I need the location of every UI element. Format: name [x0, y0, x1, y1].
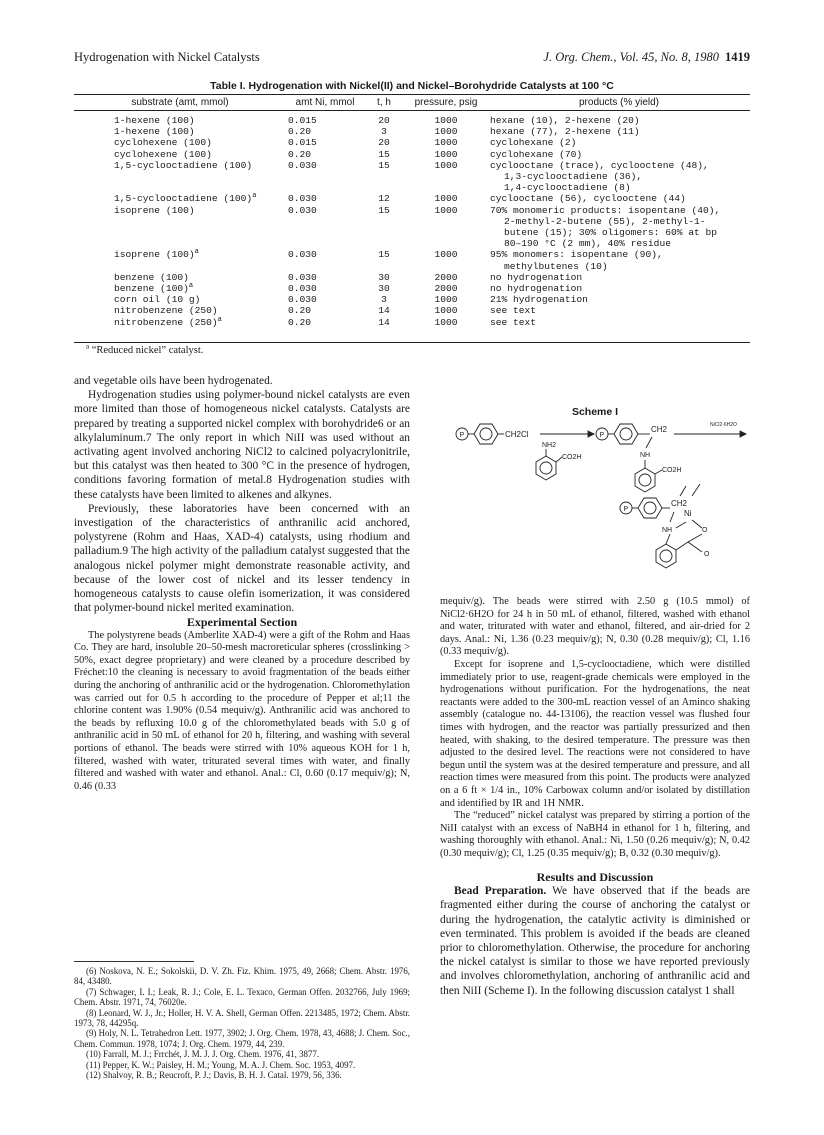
reference-item: (11) Pepper, K. W.; Paisley, H. M.; Young, M. A. J. Chem. Soc. 1953, 4097.: [86, 1059, 356, 1070]
svg-text:P: P: [623, 506, 629, 513]
cell-substrate: isoprene (100): [114, 204, 195, 216]
cell-pressure: 1000: [434, 316, 458, 328]
cell-pressure: 1000: [434, 204, 458, 216]
carboxyl-label: CO2H: [562, 454, 582, 461]
cell-substrate: benzene $(100)^a$: [114, 281, 194, 295]
table-row: [74, 305, 750, 316]
cell-ni: 0.030: [288, 204, 317, 216]
cell-products: 70% monomeric products: isopentane (40), 2-methyl-2-butene (55), 2-methyl-1- butene (15); 30% oligomers: 60% at bp 80–190 °C (2 mm), 40% residue: [490, 204, 721, 250]
cell-time: 15: [378, 249, 390, 261]
references-rule: [74, 961, 194, 962]
left-column: [74, 374, 410, 793]
cell-pressure: 1000: [434, 115, 458, 126]
cell-ni: 0.030: [288, 249, 317, 261]
cell-products: see text: [490, 305, 537, 317]
svg-text:P: P: [599, 432, 605, 439]
cell-pressure: 1000: [434, 249, 458, 261]
anthranilic-ring: [536, 456, 556, 480]
journal-citation: J. Org. Chem., Vol. 45, No. 8, 1980: [543, 50, 719, 64]
table-caption: Table I. Hydrogenation with Nickel(II) and Nickel–Borohydride Catalysts at 100 °C: [210, 80, 614, 92]
cell-substrate: 1,5-cyclooctadiene $(100)^a$: [114, 192, 257, 205]
methylene-label: CH2: [651, 425, 668, 434]
cell-time: 3: [381, 126, 387, 138]
cell-time: 14: [378, 305, 390, 317]
table-row: [74, 205, 750, 250]
cell-pressure: 2000: [434, 271, 458, 283]
cell-substrate: cyclohexene (100): [114, 148, 212, 160]
cell-products: hexane (10), 2-hexene (20): [490, 115, 640, 126]
header-title: Hydrogenation with Nickel Catalysts: [74, 50, 260, 64]
chloromethyl-label: CH2Cl: [505, 430, 529, 439]
table-row: [74, 193, 750, 204]
cell-ni: 0.015: [288, 137, 317, 149]
cell-products: cyclohexane (2): [490, 137, 577, 149]
paragraph: and vegetable oils have been hydrogenated.: [74, 375, 273, 387]
cell-ni: 0.20: [288, 305, 312, 317]
cell-products: see text: [490, 316, 537, 328]
cell-substrate: 1,5-cyclooctadiene (100): [114, 159, 253, 171]
cell-time: 30: [378, 283, 390, 295]
table-bottom-rule: [74, 342, 750, 343]
cell-pressure: 1000: [434, 294, 458, 306]
cell-substrate: corn oil (10 g): [114, 294, 201, 306]
reference-item: (6) Noskova, N. E.; Sokolskii, D. V. Zh. Fiz. Khim. 1975, 49, 2668; Chem. Abstr. 1976, 84, 43480.: [74, 966, 410, 987]
svg-text:NH: NH: [662, 527, 673, 534]
svg-text:O: O: [704, 551, 710, 558]
reference-item: (12) Shalvoy, R. B.; Reucroft, P. J.; Davis, B. H. J. Catal. 1979, 56, 336.: [86, 1070, 342, 1081]
table-row: [74, 249, 750, 271]
section-heading: Experimental Section: [186, 615, 298, 630]
cell-ni: 0.015: [288, 115, 317, 126]
cell-ni: 0.030: [288, 271, 317, 283]
section-heading: Results and Discussion: [536, 870, 654, 884]
table-header-row: [74, 96, 750, 111]
cell-pressure: 1000: [434, 159, 458, 171]
table-row: [74, 317, 750, 328]
table-row: [74, 272, 750, 283]
cell-time: 12: [378, 193, 390, 205]
cell-time: 20: [378, 137, 390, 149]
references: [74, 966, 410, 1080]
cell-substrate: nitrobenzene $(250)^a$: [114, 315, 222, 328]
paragraph: Bead Preparation. We have observed that if the beads are fragmented either during the course of anchoring the catalyst or during the hydrogenation, the catalytic activity is diminished or even terminated. This problem is avoided if the beads are cleaned prior to chloromethylation. Otherwise, the procedure for anchoring the nickel catalyst is similar to those we have reported previously and involves chloromethylation, anchoring of anthranilic acid and then NiII (Scheme I). In the following discussion catalyst 1 shall: [440, 885, 750, 997]
benzene-ring: [474, 424, 498, 444]
scheme-i-diagram: [440, 404, 750, 590]
cell-products: 21% hydrogenation: [490, 294, 588, 306]
cell-pressure: 2000: [434, 283, 458, 295]
table-row: [74, 149, 750, 160]
cell-products: hexane (77), 2-hexene (11): [490, 126, 640, 138]
cell-time: 3: [381, 294, 387, 306]
cell-ni: 0.030: [288, 283, 317, 295]
cell-time: 15: [378, 204, 390, 216]
cell-pressure: 1000: [434, 126, 458, 138]
page-number: 1419: [725, 50, 750, 64]
cell-substrate: nitrobenzene (250): [114, 305, 218, 317]
run-in-heading: Bead Preparation.: [454, 885, 547, 898]
polymer-label: P: [459, 432, 465, 439]
svg-text:CO2H: CO2H: [662, 467, 682, 474]
cell-ni: 0.20: [288, 126, 312, 138]
cell-substrate: benzene (100): [114, 271, 189, 283]
table-body: [74, 111, 750, 328]
svg-text:CH2: CH2: [671, 499, 688, 508]
table-footnote: $^a$ “Reduced nickel” catalyst.: [86, 342, 204, 356]
cell-pressure: 1000: [434, 148, 458, 160]
cell-time: 15: [378, 148, 390, 160]
cell-products: no hydrogenation: [490, 271, 583, 283]
header-journal-info: [543, 50, 750, 65]
amine-nh-label: NH: [640, 452, 651, 459]
cell-pressure: 1000: [434, 305, 458, 317]
col-header-pressure: pressure, psig: [404, 96, 488, 111]
cell-products: cyclooctane (56), cyclooctene (44): [490, 193, 686, 205]
paragraph: mequiv/g). The beads were stirred with 2.50 g (10.5 mmol) of NiCl2·6H2O for 24 h in 50 mL of ethanol, filtered, washed with ethanol and water, triturated with water and ethanol, filtered, and air-dried for 2 days. Anal.: Ni, 1.36 (0.23 mequiv/g); N, 0.30 (0.28 mequiv/g); Cl, 1.16 (0.33 mequiv/g).: [440, 596, 750, 658]
cell-pressure: 1000: [434, 137, 458, 149]
cell-ni: 0.20: [288, 148, 312, 160]
cell-pressure: 1000: [434, 193, 458, 205]
table-row: [74, 283, 750, 294]
cell-substrate: cyclohexene (100): [114, 137, 212, 149]
cell-substrate: 1-hexene (100): [114, 115, 195, 126]
paragraph: The “reduced” nickel catalyst was prepared by stirring a portion of the NiII catalyst with an excess of NaBH4 in ethanol for 1 h, filtering, and washing thoroughly with ethanol. Anal.: Ni, 1.50 (0.26 mequiv/g); N, 0.42 (0.30 mequiv/g); Cl, 1.25 (0.35 mequiv/g); B, 0.32 (0.30 mequiv/g).: [440, 810, 750, 859]
col-header-substrate: substrate (amt, mmol): [74, 96, 286, 111]
cell-ni: 0.030: [288, 193, 317, 205]
table-row: [74, 160, 750, 194]
scheme-title: Scheme I: [571, 406, 619, 418]
paragraph: Previously, these laboratories have been concerned with an investigation of the characteristics of anthranilic acid anchored, polystyrene (Rohm and Haas, XAD-4) catalysts, using rhodium and palladium.9 The high activity of the palladium catalyst suggested that the analogous nickel polymer might demonstrate reasonable activity, and because of the lower cost of nickel and its lesser tendency in homogeneous catalysts to cause olefin isomerization, it was considered that polymer-bound nickel merited examination.: [74, 502, 410, 615]
table-row: [74, 111, 750, 127]
paragraph: The polystyrene beads (Amberlite XAD-4) were a gift of the Rohm and Haas Co. They are hard, insoluble 20–50-mesh macroreticular spheres (crosslinking > 50%, exact degree proprietary) and were cleaned by a procedure described by Fréchet:10 the cleaning is necessary to avoid fragmentation of the beads either during the anchoring of anthranilic acid or the hydrogenation. Chloromethylation was carried out for 0.5 h according to the procedure of Pepper et al;11 the chlorine content was 1.90% (0.54 mequiv/g). Anthranilic acid was anchored to the beads by refluxing 10.0 g of the chloromethylated beads with 5.0 g of anthranilic acid in 50 mL of ethanol for 20 h, filtering, and washing with several portions of ethanol. The beads were stirred with 10% aqueous KOH for 1 h, filtered, washed with water, triturated several times with water, and finally filtered and washed with water and ethanol. Anal.: Cl, 0.60 (0.17 mequiv/g); N, 0.46 (0.33: [74, 629, 410, 792]
cell-ni: 0.030: [288, 294, 317, 306]
cell-time: 30: [378, 271, 390, 283]
reference-item: (9) Holy, N. L. Tetrahedron Lett. 1977, 3902; J. Org. Chem. 1978, 43, 4688; J. Chem. Soc., Chem. Commun. 1978, 1074; J. Org. Chem. 1979, 44, 239.: [74, 1028, 410, 1049]
cell-time: 20: [378, 115, 390, 126]
right-column-experimental: [440, 596, 750, 860]
right-column-results: [440, 870, 750, 998]
table-top-rule: [74, 94, 750, 95]
reference-item: (8) Leonard, W. J., Jr.; Holler, H. V. A. Shell, German Offen. 2213485, 1972; Chem. Abstr. 1973, 78, 44295q.: [74, 1007, 410, 1029]
paragraph: Hydrogenation studies using polymer-bound nickel catalysts are even more limited than those of homogeneous nickel catalysts. Catalysts are prepared by treating a supported nickel complex with borohydride6 or an alkylaluminum.7 The only report in which NiII was used without an activating agent involved anchoring NiCl2 to calcined polyacrylonitrile, but this catalyst was then heated to 300 °C in the presence of hydrogen, conditions favoring formation of metal.8 Hydrogenation studies with these catalysts have been limited to alkenes and alkynes.: [74, 389, 410, 501]
reagent-label: NiCl2·6H2O: [710, 422, 737, 428]
reference-item: (10) Farrall, M. J.; Frrchét, J. M. J. J. Org. Chem. 1976, 41, 3877.: [86, 1049, 320, 1060]
table-row: [74, 126, 750, 137]
cell-substrate: 1-hexene (100): [114, 126, 195, 138]
amine-label: NH2: [542, 442, 557, 449]
cell-ni: 0.20: [288, 316, 312, 328]
paragraph: Except for isoprene and 1,5-cyclooctadiene, which were distilled immediately prior to use, reagent-grade chemicals were employed in the hydrogenations without purification. For the hydrogenations, the neat reactants were added to the 300-mL reaction vessel of an Aminco shaking assembly (catalogue no. 44-13106), the reaction vessel was flushed four times with hydrogen, and the reactor was partially pressurized and then heated, with shaking, to the desired temperature. The pressure was then adjusted to the desired level. The reactions were not considered to have begun until the system was at the desired temperature and pressure, and all reaction times were measured from this point. The products were analyzed on a 6 ft × 1/4 in., 10% Carbowax column and/or isolated by distillation and identified by IR and 1H NMR.: [440, 658, 750, 809]
cell-products: cyclooctane (trace), cyclooctene (48), 1,3-cyclooctadiene (36), 1,4-cyclooctadiene (8): [490, 159, 709, 194]
cell-products: cyclohexane (70): [490, 148, 583, 160]
table-1: [74, 96, 750, 328]
oxygen-label: O: [702, 527, 708, 534]
running-header: [74, 50, 750, 68]
cell-time: 15: [378, 159, 390, 171]
table-row: [74, 137, 750, 148]
cell-products: 95% monomers: isopentane (90), methylbutenes (10): [490, 249, 663, 272]
cell-products: no hydrogenation: [490, 283, 583, 295]
cell-time: 14: [378, 316, 390, 328]
nickel-label: Ni: [684, 509, 692, 518]
reference-item: (7) Schwager, I. I.; Leak, R. J.; Cole, E. L. Texaco, German Offen. 2032766, July 1969; Chem. Abstr. 1971, 74, 76020e.: [74, 986, 410, 1008]
col-header-time: t, h: [364, 96, 404, 111]
cell-ni: 0.030: [288, 159, 317, 171]
table-row: [74, 294, 750, 305]
cell-substrate: isoprene $(100)^a$: [114, 248, 199, 261]
col-header-ni: amt Ni, mmol: [286, 96, 364, 111]
col-header-products: products (% yield): [488, 96, 750, 111]
